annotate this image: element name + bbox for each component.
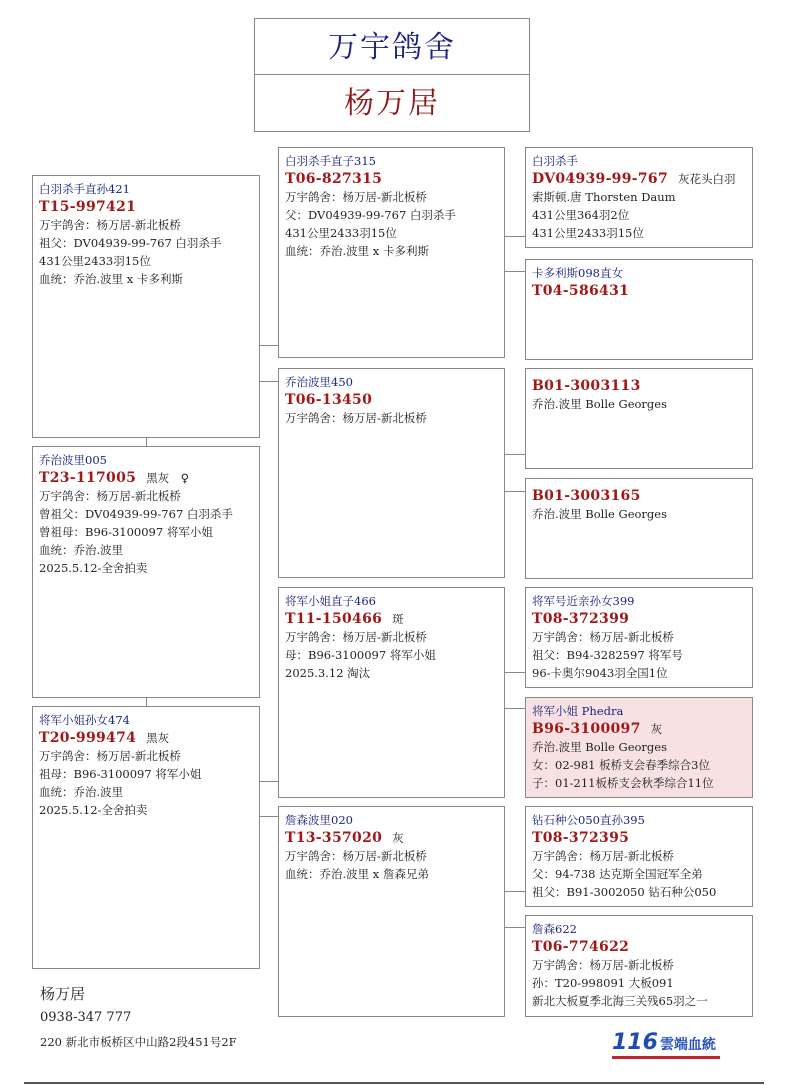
pedigree-card-g3f[interactable] (525, 697, 753, 798)
info-line: 万宇鸽舍：杨万居-新北板桥 (39, 749, 181, 763)
info-line: 万宇鸽舍：杨万居-新北板桥 (39, 489, 181, 503)
info-line: 96-卡奥尔9043羽全国1位 (532, 666, 668, 680)
ring-number: T08-372399 (532, 611, 630, 627)
connector (504, 708, 525, 709)
ring-number: DV04939-99-767 (532, 171, 668, 187)
info-line: 万宇鸽舍：杨万居-新北板桥 (285, 849, 427, 863)
logo-number: 116 (612, 1030, 658, 1055)
loft-title: 万宇鸽舍 (254, 18, 530, 75)
ring-number: B01-3003165 (532, 488, 641, 504)
bird-name: 卡多利斯098直女 (532, 266, 623, 280)
ring-number: T23-117005 (39, 470, 137, 486)
ring-number: T08-372395 (532, 830, 630, 846)
pedigree-card-g3d[interactable] (525, 478, 753, 579)
connector (259, 345, 279, 346)
pedigree-card-g2d[interactable] (278, 806, 505, 1017)
info-line: 万宇鸽舍：杨万居-新北板桥 (532, 958, 674, 972)
info-line: 父：DV04939-99-767 白羽杀手 (285, 208, 456, 222)
connector (504, 891, 525, 892)
owner-name: 杨万居 (40, 985, 86, 1003)
info-line: 曾祖母：B96-3100097 将军小姐 (39, 525, 213, 539)
pedigree-card-dam2[interactable] (32, 706, 260, 969)
pedigree-card-g3e[interactable] (525, 587, 753, 688)
info-line: 431公里2433羽15位 (39, 254, 151, 268)
ring-number: T04-586431 (532, 283, 630, 299)
info-line: 女：02-981 板桥支会春季综合3位 (532, 758, 710, 772)
info-line: 血统：乔治.波里 x 卡多利斯 (39, 272, 183, 286)
connector (259, 381, 279, 382)
pedigree-card-g3a[interactable] (525, 147, 753, 248)
bird-name: 乔治波里005 (39, 453, 107, 467)
info-line: 万宇鸽舍：杨万居-新北板桥 (532, 630, 674, 644)
logo-underline (612, 1056, 720, 1059)
info-line: 曾祖父：DV04939-99-767 白羽杀手 (39, 507, 233, 521)
connector (259, 816, 279, 817)
bird-name: 将军小姐孙女474 (39, 713, 130, 727)
brand-logo[interactable] (612, 1030, 716, 1055)
info-line: 祖父：B91-3002050 钻石种公050 (532, 885, 717, 899)
ring-number: T06-827315 (285, 171, 383, 187)
info-line: 血统：乔治.波里 (39, 785, 124, 799)
connector (259, 781, 279, 782)
info-line: 血统：乔治.波里 x 卡多利斯 (285, 244, 429, 258)
pedigree-card-g3h[interactable] (525, 915, 753, 1017)
pedigree-card-g2c[interactable] (278, 587, 505, 798)
info-line: 万宇鸽舍：杨万居-新北板桥 (532, 849, 674, 863)
connector (504, 672, 525, 673)
bird-name: 将军小姐 Phedra (532, 704, 624, 718)
info-line: 祖母：B96-3100097 将军小姐 (39, 767, 202, 781)
owner-phone: 0938-347 777 (40, 1010, 132, 1025)
owner-title: 杨万居 (254, 74, 530, 132)
pedigree-card-dam1[interactable] (32, 446, 260, 698)
color-sex: 灰 (392, 831, 404, 845)
info-line: 乔治.波里 Bolle Georges (532, 397, 667, 411)
info-line: 子：01-211板桥支会秋季综合11位 (532, 776, 714, 790)
connector (504, 271, 525, 272)
pedigree-card-sire[interactable] (32, 175, 260, 438)
info-line: 祖父：DV04939-99-767 白羽杀手 (39, 236, 222, 250)
info-line: 2025.3.12 淘汰 (285, 666, 371, 680)
bird-name: 白羽杀手直子315 (285, 154, 376, 168)
bird-name: 乔治波里450 (285, 375, 353, 389)
info-line: 祖父：B94-3282597 将军号 (532, 648, 683, 662)
info-line: 431公里2433羽15位 (285, 226, 397, 240)
ring-number: T06-13450 (285, 392, 373, 408)
info-line: 新北大板夏季北海三关残65羽之一 (532, 994, 708, 1008)
info-line: 父：94-738 达克斯全国冠军全弟 (532, 867, 703, 881)
info-line: 431公里2433羽15位 (532, 226, 644, 240)
pedigree-card-g3c[interactable] (525, 368, 753, 469)
info-line: 万宇鸽舍：杨万居-新北板桥 (39, 218, 181, 232)
pedigree-card-g2a[interactable] (278, 147, 505, 358)
bird-name: 白羽杀手直孙421 (39, 182, 130, 196)
color-sex: 黑灰 (146, 731, 170, 745)
info-line: 母：B96-3100097 将军小姐 (285, 648, 436, 662)
info-line: 乔治.波里 Bolle Georges (532, 740, 667, 754)
ring-number: B96-3100097 (532, 721, 641, 737)
color-sex: 灰花头白羽 (678, 172, 736, 186)
ring-number: T15-997421 (39, 199, 137, 215)
owner-info (40, 982, 237, 1054)
info-line: 孙：T20-998091 大板091 (532, 976, 674, 990)
bird-name: 詹森622 (532, 922, 577, 936)
bird-name: 白羽杀手 (532, 154, 578, 168)
bird-name: 钻石种公050直孙395 (532, 813, 645, 827)
logo-text: 雲端血統 (659, 1037, 716, 1053)
connector (504, 927, 525, 928)
info-line: 万宇鸽舍：杨万居-新北板桥 (285, 411, 427, 425)
color-sex: 斑 (392, 612, 404, 626)
pedigree-card-g2b[interactable] (278, 368, 505, 578)
pedigree-card-g3b[interactable] (525, 259, 753, 360)
bird-name: 将军号近亲孙女399 (532, 594, 635, 608)
info-line: 431公里364羽2位 (532, 208, 630, 222)
connector (504, 491, 525, 492)
connector (504, 236, 525, 237)
info-line: 2025.5.12-全舍拍卖 (39, 803, 148, 817)
ring-number: T13-357020 (285, 830, 383, 846)
ring-number: T20-999474 (39, 730, 137, 746)
info-line: 血统：乔治.波里 x 詹森兄弟 (285, 867, 429, 881)
color-sex: 灰 (650, 722, 663, 736)
ring-number: T11-150466 (285, 611, 383, 627)
color-sex: 黑灰 ♀ (146, 471, 190, 485)
bottom-divider (24, 1082, 764, 1084)
info-line: 乔治.波里 Bolle Georges (532, 507, 667, 521)
info-line: 血统：乔治.波里 (39, 543, 124, 557)
bird-name: 将军小姐直子466 (285, 594, 376, 608)
info-line: 万宇鸽舍：杨万居-新北板桥 (285, 630, 427, 644)
info-line: 万宇鸽舍：杨万居-新北板桥 (285, 190, 427, 204)
ring-number: T06-774622 (532, 939, 630, 955)
connector (504, 454, 525, 455)
ring-number: B01-3003113 (532, 378, 641, 394)
owner-address: 220 新北市板桥区中山路2段451号2F (40, 1035, 237, 1049)
info-line: 2025.5.12-全舍拍卖 (39, 561, 148, 575)
info-line: 索斯顿.唐 Thorsten Daum (532, 190, 676, 204)
pedigree-card-g3g[interactable] (525, 806, 753, 907)
bird-name: 詹森波里020 (285, 813, 353, 827)
